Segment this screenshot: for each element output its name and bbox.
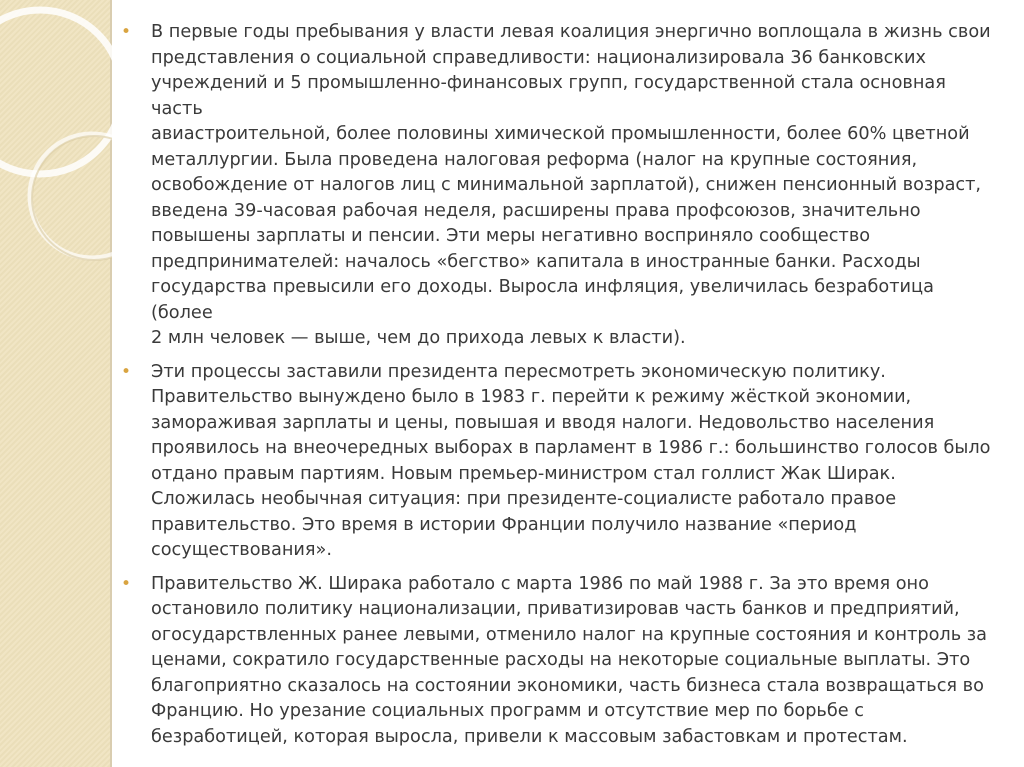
bullet-line: Правительство Ж. Ширака работало с марта 1986 по май 1988 г. За это время оно <box>151 573 929 594</box>
bullet-dot-icon: • <box>121 22 132 42</box>
bullet-line: 2 млн человек — выше, чем до прихода левых к власти). <box>151 328 686 348</box>
bullet-line: замораживая зарплаты и цены, повышая и вводя налоги. Недовольство населения <box>151 412 935 433</box>
bullet-line: Сложилась необычная ситуация: при президенте-социалисте работало правое <box>151 489 897 509</box>
bullet-line: огосударствленных ранее левыми, отменило налог на крупные состояния и контроль за <box>151 624 988 645</box>
bullet-line: освобождение от налогов лиц с минимальной зарплатой), снижен пенсионный возраст, <box>151 175 982 195</box>
bullet-line: Эти процессы заставили президента пересмотреть экономическую политику. <box>151 361 886 382</box>
bullet-item-3 <box>115 572 995 751</box>
bullet-line: представления о социальной справедливости: национализировала 36 банковских <box>151 47 927 68</box>
bullet-item-1 <box>115 20 995 352</box>
bullet-line: введена 39-часовая рабочая неделя, расширены права профсоюзов, значительно <box>151 200 921 221</box>
bullet-line: В первые годы пребывания у власти левая коалиция энергично воплощала в жизнь свои <box>151 22 991 42</box>
bullet-line: Францию. Но урезание социальных программ и отсутствие мер по борьбе с <box>151 701 864 721</box>
bullet-line: повышены зарплаты и пенсии. Эти меры негативно восприняло сообщество <box>151 226 871 246</box>
bullet-line: металлургии. Была проведена налоговая реформа (налог на крупные состояния, <box>151 149 918 170</box>
bullet-line: Правительство вынуждено было в 1983 г. перейти к режиму жёсткой экономии, <box>151 387 912 407</box>
bullet-line: благоприятно сказалось на состоянии экономики, часть бизнеса стала возвращаться во <box>151 675 984 696</box>
decorative-circles <box>0 0 112 767</box>
slide-content <box>115 20 995 758</box>
bullet-line: безработицей, которая выросла, привели к массовым забастовкам и протестам. <box>151 726 908 747</box>
bullet-line: правительство. Это время в истории Франции получило название «период <box>151 514 857 535</box>
bullet-line: учреждений и 5 промышленно-финансовых групп, государственной стала основная часть <box>151 73 946 119</box>
bullet-line: проявилось на внеочередных выборах в парламент в 1986 г.: большинство голосов было <box>151 438 991 458</box>
bullet-line: авиастроительной, более половины химической промышленности, более 60% цветной <box>151 124 970 144</box>
bullet-line: предпринимателей: началось «бегство» капитала в иностранные банки. Расходы <box>151 251 921 272</box>
bullet-item-2 <box>115 360 995 564</box>
bullet-dot-icon: • <box>121 361 132 382</box>
bullet-line: ценами, сократило государственные расходы на некоторые социальные выплаты. Это <box>151 650 971 670</box>
bullet-line: остановило политику национализации, приватизировав часть банков и предприятий, <box>151 599 960 619</box>
bullet-line: сосуществования». <box>151 540 332 560</box>
bullet-dot-icon: • <box>121 573 132 594</box>
bullet-list <box>115 20 995 750</box>
bullet-line: отдано правым партиям. Новым премьер-министром стал голлист Жак Ширак. <box>151 463 896 484</box>
bullet-line: государства превысили его доходы. Выросла инфляция, увеличилась безработица (более <box>151 277 934 323</box>
